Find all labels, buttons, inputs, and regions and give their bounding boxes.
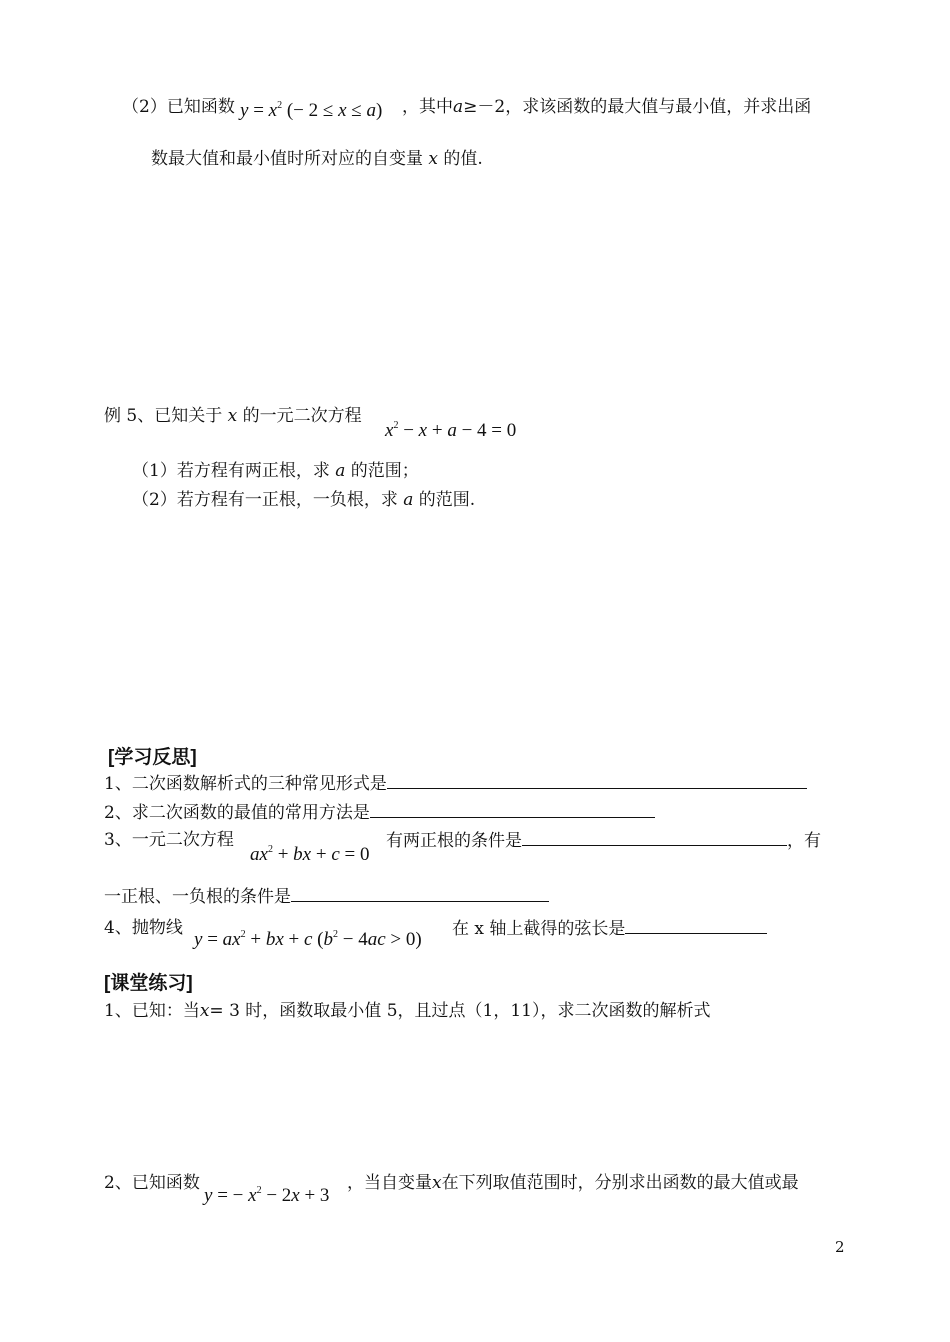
q2-formula: $y = x^2$ (− 2 ≤ x ≤ a) <box>240 100 383 121</box>
answer-blank[interactable] <box>625 917 767 934</box>
ex5-sub2-var: a <box>403 490 414 510</box>
q2-cond: ≥－2，求该函数的最大值与最小值，并求出函 <box>463 97 812 117</box>
ex5-sub2-text: （2）若方程有一正根，一负根，求 <box>132 490 398 510</box>
reflection-item-3-label: 3、一元二次方程 <box>104 830 234 850</box>
page-number: 2 <box>835 1238 845 1256</box>
answer-blank[interactable] <box>522 829 787 846</box>
q2-line1 <box>122 96 235 118</box>
practice-item-2-text: ，当自变量 <box>347 1173 432 1193</box>
reflection-item-3-rest <box>386 829 821 852</box>
practice-item-1 <box>104 1000 710 1022</box>
ex5-sub1-var: a <box>335 461 346 481</box>
ex5-var: x <box>227 406 238 426</box>
ex5-sub2-end: 的范围. <box>418 490 476 510</box>
ex5-sub1-text: （1）若方程有两正根，求 <box>132 461 330 481</box>
practice-heading: [课堂练习] <box>104 973 193 994</box>
q2-line2-end: 的值. <box>443 149 483 169</box>
reflection-item-2 <box>104 801 655 824</box>
q2-line1-rest <box>402 96 811 118</box>
reflection-item-3-end: ，有 <box>787 831 821 851</box>
practice-item-2-rest <box>347 1172 799 1194</box>
reflection-item-1 <box>104 772 807 795</box>
ex5-sub1 <box>132 460 419 482</box>
practice-item-1-var: x <box>199 1001 210 1021</box>
ex5-sub2 <box>132 489 475 511</box>
ex5-label: 例 5、已知关于 <box>104 406 223 426</box>
ex5-sub1-end: 的范围； <box>350 461 419 481</box>
reflection-item-3-formula: $ax^2$ + bx + c = 0 <box>250 844 370 865</box>
reflection-item-4-label: 4、抛物线 <box>104 918 183 938</box>
practice-item-1-end: = 3 时，函数取最小值 5，且过点（1，11），求二次函数的解析式 <box>209 1001 711 1021</box>
reflection-item-3-line2 <box>104 885 549 908</box>
practice-item-2-formula: y = − $x^2 - 2x + 3$ <box>204 1185 330 1206</box>
practice-item-2-var: x <box>432 1173 442 1193</box>
q2-cond-var: a <box>453 97 464 117</box>
q2-label: （2）已知函数 <box>122 97 235 117</box>
answer-blank[interactable] <box>291 885 549 902</box>
reflection-item-4-text: 在 x 轴上截得的弦长是 <box>452 919 626 939</box>
reflection-item-1-text: 1、二次函数解析式的三种常见形式是 <box>104 774 387 794</box>
reflection-item-3-text: 有两正根的条件是 <box>386 831 522 851</box>
q2-mid: ，其中 <box>402 97 453 117</box>
q2-line2 <box>151 148 483 170</box>
reflection-item-4-rest <box>452 917 767 940</box>
ex5-line <box>104 405 362 427</box>
reflection-item-3-text2: 一正根、一负根的条件是 <box>104 887 291 907</box>
answer-blank[interactable] <box>370 801 655 818</box>
reflection-item-2-text: 2、求二次函数的最值的常用方法是 <box>104 803 370 823</box>
q2-line2-text: 数最大值和最小值时所对应的自变量 <box>151 149 423 169</box>
practice-item-2-label: 2、已知函数 <box>104 1173 200 1193</box>
reflection-heading: [学习反思] <box>108 747 197 768</box>
practice-item-1-text: 1、已知：当 <box>104 1001 200 1021</box>
q2-line2-var: x <box>428 149 438 169</box>
reflection-item-4-formula: $y = ax^2$ + bx + c $(b^2 - 4ac > 0)$ <box>194 929 422 950</box>
ex5-label2: 的一元二次方程 <box>242 406 362 426</box>
answer-blank[interactable] <box>387 772 807 789</box>
ex5-formula: $x^2 - x + a - 4 = 0$ <box>385 420 517 441</box>
practice-item-2-end: 在下列取值范围时，分别求出函数的最大值或最 <box>441 1173 799 1193</box>
